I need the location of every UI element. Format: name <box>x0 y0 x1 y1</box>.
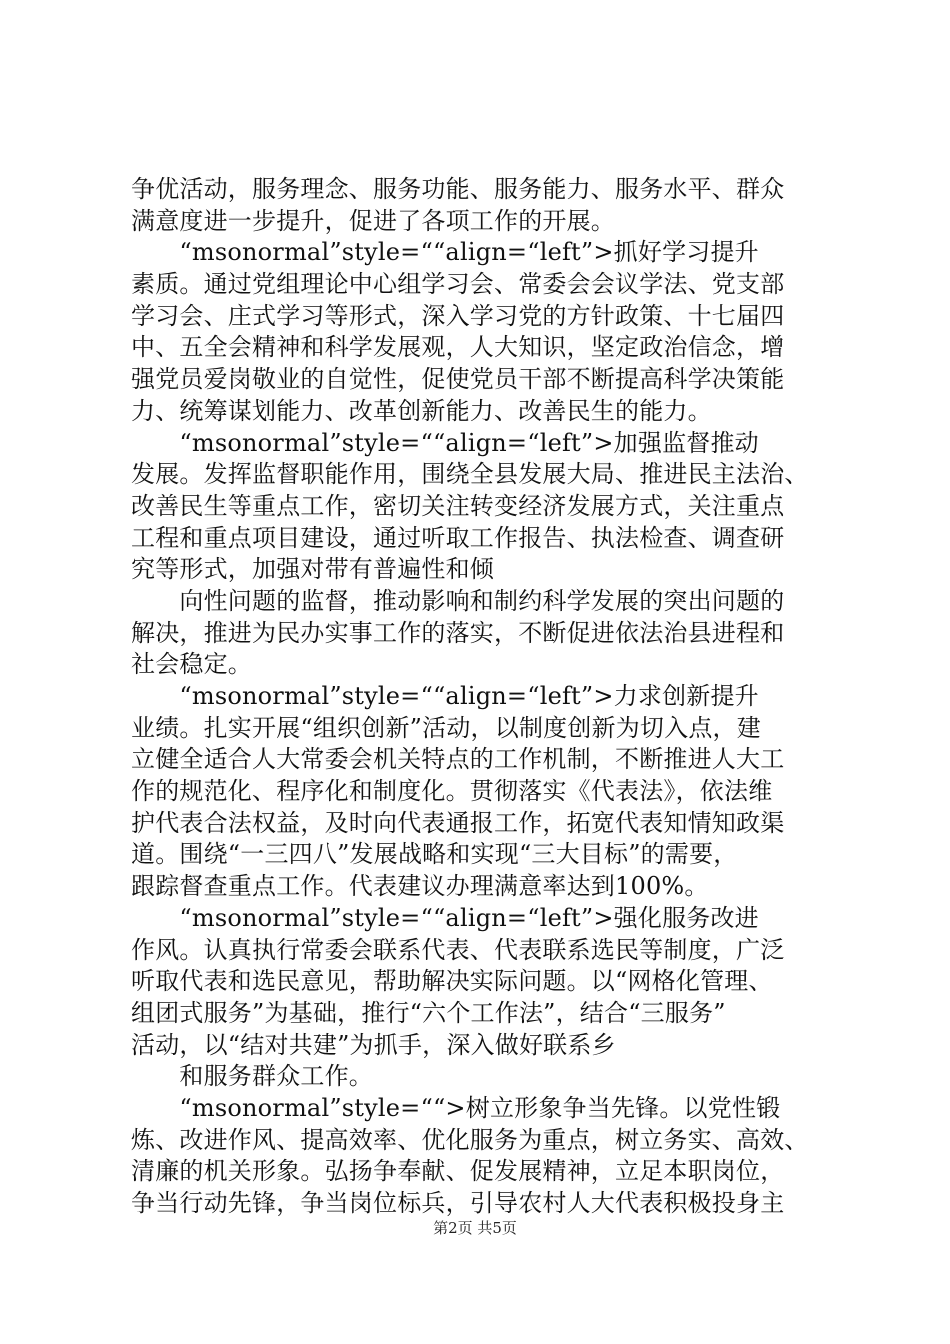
text-line: 作的规范化、程序化和制度化。贯彻落实《代表法》，依法维 <box>131 777 773 806</box>
text-line: 和服务群众工作。 <box>131 1062 373 1091</box>
text-line: “msonormal”style=““align=“left”>力求创新提升 <box>131 682 759 710</box>
page-number-footer: 第2页 共5页 <box>433 1219 517 1237</box>
body-text <box>131 174 831 1220</box>
text-line: 听取代表和选民意见，帮助解决实际问题。以“网格化管理、 <box>131 967 773 996</box>
text-line: 素质。通过党组理论中心组学习会、常委会会议学法、党支部 <box>131 270 785 299</box>
text-line: 满意度进一步提升，促进了各项工作的开展。 <box>131 206 615 235</box>
text-line: 清廉的机关形象。弘扬争奉献、促发展精神，立足本职岗位， <box>131 1157 785 1186</box>
text-line: 学习会、庄式学习等形式，深入学习党的方针政策、十七届四 <box>131 301 785 330</box>
text-line: 发展。发挥监督职能作用，围绕全县发展大局、推进民主法治、 <box>131 460 809 489</box>
text-line: 强党员爱岗敬业的自觉性，促使党员干部不断提高科学决策能 <box>131 365 785 394</box>
text-line: 工程和重点项目建设，通过听取工作报告、执法检查、调查研 <box>131 523 785 552</box>
text-line: 社会稳定。 <box>131 650 252 679</box>
text-line: 中、五全会精神和科学发展观，人大知识，坚定政治信念，增 <box>131 333 785 362</box>
text-line: 改善民生等重点工作，密切关注转变经济发展方式，关注重点 <box>131 491 785 520</box>
text-line: 炼、改进作风、提高效率、优化服务为重点，树立务实、高效、 <box>131 1125 809 1154</box>
text-line: 立健全适合人大常委会机关特点的工作机制，不断推进人大工 <box>131 745 785 774</box>
text-line: 道。围绕“一三四八”发展战略和实现“三大目标”的需要， <box>131 840 738 869</box>
text-line: “msonormal”style=““>树立形象争当先锋。以党性锻 <box>131 1093 781 1122</box>
text-line: 究等形式，加强对带有普遍性和倾 <box>131 555 494 584</box>
text-line: 力、统筹谋划能力、改革创新能力、改善民生的能力。 <box>131 396 712 425</box>
text-line: 业绩。扎实开展“组织创新”活动，以制度创新为切入点，建 <box>131 713 761 742</box>
text-line: 跟踪督查重点工作。代表建议办理满意率达到100%。 <box>131 872 709 901</box>
text-line: “msonormal”style=““align=“left”>强化服务改进 <box>131 903 759 932</box>
text-line: 作风。认真执行常委会联系代表、代表联系选民等制度，广泛 <box>131 935 785 964</box>
text-line: “msonormal”style=““align=“left”>抓好学习提升 <box>131 238 759 267</box>
text-line: 解决，推进为民办实事工作的落实，不断促进依法治县进程和 <box>131 618 785 647</box>
text-line: 护代表合法权益，及时向代表通报工作，拓宽代表知情知政渠 <box>131 808 785 837</box>
text-line: 争优活动，服务理念、服务功能、服务能力、服务水平、群众 <box>131 175 785 203</box>
text-line: 争当行动先锋，争当岗位标兵，引导农村人大代表积极投身主 <box>131 1189 785 1217</box>
text-line: 组团式服务”为基础，推行“六个工作法”，结合“三服务” <box>131 998 726 1027</box>
text-line: 活动，以“结对共建”为抓手，深入做好联系乡 <box>131 1030 616 1059</box>
text-line: 向性问题的监督，推动影响和制约科学发展的突出问题的 <box>131 586 785 615</box>
text-line: “msonormal”style=““align=“left”>加强监督推动 <box>131 428 759 457</box>
